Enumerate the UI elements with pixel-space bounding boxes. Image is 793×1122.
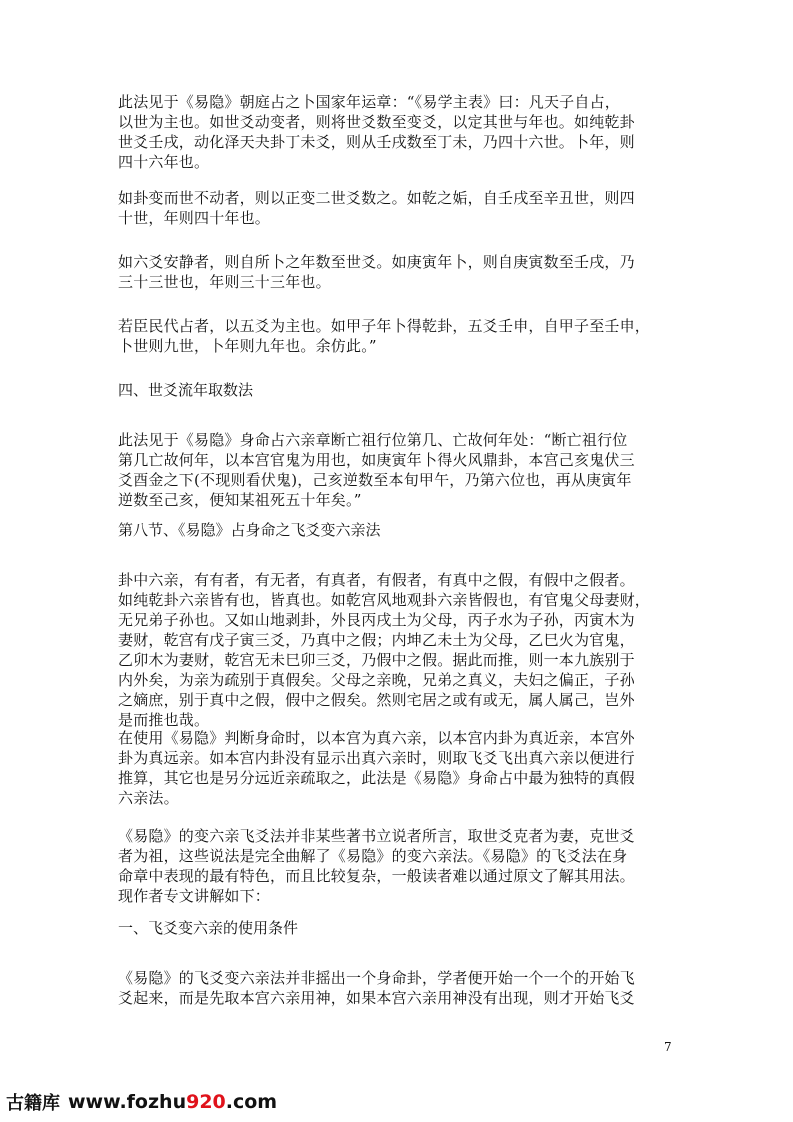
footer-url[interactable]: www.fozhu920.com	[68, 1091, 278, 1113]
text-line: 推算，其它也是另分远近亲疏取之，此法是《易隐》身命占中最为独特的真假	[118, 769, 635, 787]
text-line: 此法见于《易隐》朝庭占之卜国家年运章：“《易学主表》曰：凡天子自占，	[118, 93, 620, 111]
paragraph	[118, 252, 674, 292]
text-line: 现作者专文讲解如下：	[118, 887, 271, 905]
section-heading	[118, 520, 674, 540]
text-line: 《易隐》的飞爻变六亲法并非摇出一个身命卦，学者便开始一个一个的开始飞	[118, 969, 635, 987]
paragraph	[118, 570, 674, 730]
text-line: 命章中表现的最有特色，而且比较复杂，一般读者难以通过原文了解其用法。	[118, 867, 635, 885]
text-line: 在使用《易隐》判断身命时，以本宫为真六亲，以本宫内卦为真近亲，本宫外	[118, 729, 635, 747]
paragraph	[118, 826, 674, 906]
section-heading	[118, 380, 674, 400]
text-line: 者为祖，这些说法是完全曲解了《易隐》的变六亲法。《易隐》的飞爻法在身	[118, 847, 628, 865]
text-line: 四十六年也。	[118, 153, 210, 171]
footer-watermark	[6, 1088, 277, 1116]
text-line: 此法见于《易隐》身命占六亲章断亡祖行位第几、亡故何年处：“断亡祖行位	[118, 431, 628, 449]
text-line: 爻起来，而是先取本宫六亲用神，如果本宫六亲用神没有出现，则才开始飞爻	[118, 989, 635, 1007]
text-line: 卜世则九世，卜年则九年也。余仿此。”	[118, 337, 377, 355]
text-line: 逆数至己亥，便知某祖死五十年矣。”	[118, 491, 362, 509]
text-line: 卦为真远亲。如本宫内卦没有显示出真六亲时，则取飞爻飞出真六亲以便进行	[118, 749, 635, 767]
paragraph	[118, 430, 674, 510]
footer-brand: 古籍库	[6, 1093, 60, 1114]
paragraph	[118, 188, 674, 228]
text-line: 三十三世也，年则三十三年也。	[118, 273, 331, 291]
text-line: 妻财，乾宫有戊子寅三爻，乃真中之假；内坤乙未土为父母，乙巳火为官鬼，	[118, 631, 635, 649]
text-line: 若臣民代占者，以五爻为主也。如甲子年卜得乾卦，五爻壬申，自甲子至壬申，	[118, 317, 651, 335]
text-line: 《易隐》的变六亲飞爻法并非某些著书立说者所言，取世爻克者为妻，克世爻	[118, 827, 635, 845]
text-line: 四、世爻流年取数法	[118, 381, 254, 399]
page-number: 7	[664, 1040, 672, 1054]
text-line: 是而推也哉。	[118, 711, 210, 729]
text-line: 如卦变而世不动者，则以正变二世爻数之。如乾之姤，自壬戌至辛丑世，则四	[118, 189, 635, 207]
text-line: 如纯乾卦六亲皆有也，皆真也。如乾宫风地观卦六亲皆假也，有官鬼父母妻财，	[118, 591, 651, 609]
text-line: 十世，年则四十年也。	[118, 209, 271, 227]
text-line: 一、飞爻变六亲的使用条件	[118, 919, 299, 937]
section-heading	[118, 918, 674, 938]
text-line: 无兄弟子孙也。又如山地剥卦，外艮丙戌土为父母，丙子水为子孙，丙寅木为	[118, 611, 635, 629]
paragraph	[118, 316, 674, 356]
text-line: 第八节、《易隐》占身命之飞爻变六亲法	[118, 521, 381, 539]
text-line: 乙卯木为妻财，乾宫无未巳卯三爻，乃假中之假。据此而推，则一本九族别于	[118, 651, 635, 669]
text-line: 世爻壬戌，动化泽天夬卦丁未爻，则从壬戌数至丁未，乃四十六世。卜年，则	[118, 133, 635, 151]
paragraph	[118, 92, 674, 172]
text-line: 以世为主也。如世爻动变者，则将世爻数至变爻，以定其世与年也。如纯乾卦	[118, 113, 635, 131]
text-line: 爻酉金之下(不现则看伏鬼)，己亥逆数至本旬甲午，乃第六位也，再从庚寅年	[118, 471, 632, 489]
text-line: 之嫡庶，别于真中之假，假中之假矣。然则宅居之或有或无，属人属己，岂外	[118, 691, 635, 709]
text-line: 如六爻安静者，则自所卜之年数至世爻。如庚寅年卜，则自庚寅数至壬戌，乃	[118, 253, 635, 271]
paragraph	[118, 968, 674, 1008]
text-line: 内外矣，为亲为疏别于真假矣。父母之亲晚，兄弟之真义，夫妇之偏正，子孙	[118, 671, 635, 689]
text-line: 卦中六亲，有有者，有无者，有真者，有假者，有真中之假，有假中之假者。	[118, 571, 635, 589]
paragraph	[118, 728, 674, 808]
text-line: 第几亡故何年，以本宫官鬼为用也，如庚寅年卜得火风鼎卦，本宫己亥鬼伏三	[118, 451, 635, 469]
text-line: 六亲法。	[118, 789, 179, 807]
